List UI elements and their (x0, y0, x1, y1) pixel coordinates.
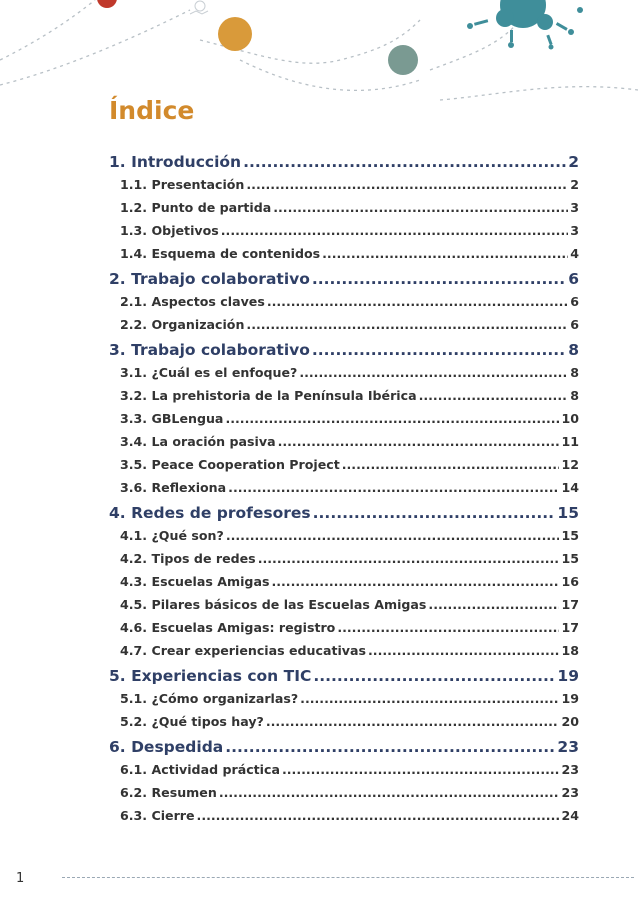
dot-leader (197, 804, 560, 827)
dot-leader (419, 384, 569, 407)
dot-leader (228, 476, 559, 499)
item-label: 3.1. ¿Cuál es el enfoque? (120, 365, 298, 380)
footer-dashed-line (62, 877, 634, 878)
item-label: 5.2. ¿Qué tipos hay? (120, 714, 264, 729)
ghost-drawing (190, 1, 208, 14)
section-page-number: 23 (557, 738, 579, 756)
dot-leader (273, 196, 568, 219)
item-page-number: 6 (570, 294, 579, 309)
orange-circle-shape (218, 17, 252, 51)
toc-item[interactable] (120, 616, 579, 639)
toc-section-entry[interactable] (109, 268, 579, 290)
toc-item[interactable] (120, 384, 579, 407)
section-label: 1. Introducción (109, 153, 242, 171)
dot-leader (266, 710, 560, 733)
dot-leader (243, 151, 566, 173)
toc-section-4 (109, 502, 579, 662)
item-label: 3.2. La prehistoria de la Península Ibérica (120, 388, 417, 403)
item-page-number: 12 (561, 457, 579, 472)
toc-section-3 (109, 339, 579, 499)
dot-leader (267, 290, 568, 313)
toc-item[interactable] (120, 524, 579, 547)
dot-leader (258, 547, 560, 570)
item-label: 5.1. ¿Cómo organizarlas? (120, 691, 299, 706)
toc-item[interactable] (120, 547, 579, 570)
item-page-number: 6 (570, 317, 579, 332)
item-label: 3.3. GBLengua (120, 411, 224, 426)
section-label: 2. Trabajo colaborativo (109, 270, 310, 288)
page-title: Índice (109, 96, 195, 125)
item-label: 4.7. Crear experiencias educativas (120, 643, 367, 658)
item-page-number: 2 (570, 177, 579, 192)
item-page-number: 18 (561, 643, 579, 658)
toc-item[interactable] (120, 476, 579, 499)
dot-leader (322, 242, 568, 265)
item-label: 3.4. La oración pasiva (120, 434, 276, 449)
toc-item[interactable] (120, 453, 579, 476)
dashed-curve-right (430, 20, 520, 70)
dot-leader (368, 639, 559, 662)
section-label: 4. Redes de profesores (109, 504, 311, 522)
gray-circle-shape (388, 45, 418, 75)
item-page-number: 3 (570, 200, 579, 215)
dashed-curve-left-2 (0, 10, 190, 85)
dot-leader (337, 616, 559, 639)
dot-leader (221, 219, 568, 242)
item-label: 4.6. Escuelas Amigas: registro (120, 620, 336, 635)
toc-section-entry[interactable] (109, 502, 579, 524)
red-dot-shape (97, 0, 117, 8)
toc-item[interactable] (120, 430, 579, 453)
section-label: 3. Trabajo colaborativo (109, 341, 310, 359)
toc-item[interactable] (120, 593, 579, 616)
item-page-number: 15 (561, 551, 579, 566)
dot-leader (246, 313, 568, 336)
item-page-number: 23 (561, 785, 579, 800)
item-page-number: 24 (561, 808, 579, 823)
dot-leader (246, 173, 568, 196)
toc-section-entry[interactable] (109, 736, 579, 758)
item-label: 3.6. Reflexiona (120, 480, 227, 495)
item-label: 2.1. Aspectos claves (120, 294, 265, 309)
section-page-number: 8 (568, 341, 579, 359)
toc-item[interactable] (120, 196, 579, 219)
dot-leader (312, 339, 566, 361)
item-label: 1.2. Punto de partida (120, 200, 272, 215)
item-label: 6.2. Resumen (120, 785, 217, 800)
dot-leader (271, 570, 559, 593)
toc-section-5 (109, 665, 579, 733)
item-page-number: 19 (561, 691, 579, 706)
item-label: 4.1. ¿Qué son? (120, 528, 224, 543)
item-label: 6.1. Actividad práctica (120, 762, 280, 777)
dashed-curve-right-2 (440, 87, 638, 100)
toc-section-entry[interactable] (109, 151, 579, 173)
item-page-number: 14 (561, 480, 579, 495)
toc-item[interactable] (120, 710, 579, 733)
toc-section-entry[interactable] (109, 339, 579, 361)
dot-leader (299, 361, 568, 384)
item-page-number: 20 (561, 714, 579, 729)
toc-item[interactable] (120, 407, 579, 430)
toc-section-2 (109, 268, 579, 336)
header-decoration (0, 0, 638, 140)
dot-leader (225, 736, 555, 758)
item-page-number: 8 (570, 365, 579, 380)
item-page-number: 15 (561, 528, 579, 543)
toc-item[interactable] (120, 781, 579, 804)
item-page-number: 8 (570, 388, 579, 403)
toc-item[interactable] (120, 219, 579, 242)
toc-item[interactable] (120, 687, 579, 710)
item-page-number: 3 (570, 223, 579, 238)
item-label: 1.3. Objetivos (120, 223, 219, 238)
dot-leader (219, 781, 560, 804)
toc-item[interactable] (120, 313, 579, 336)
section-label: 6. Despedida (109, 738, 224, 756)
item-page-number: 23 (561, 762, 579, 777)
item-page-number: 17 (561, 597, 579, 612)
dot-leader (226, 524, 560, 547)
item-label: 1.1. Presentación (120, 177, 245, 192)
section-label: 5. Experiencias con TIC (109, 667, 312, 685)
toc-item[interactable] (120, 758, 579, 781)
dot-leader (312, 268, 566, 290)
page-number: 1 (16, 871, 25, 886)
item-label: 4.3. Escuelas Amigas (120, 574, 270, 589)
table-of-contents (109, 148, 579, 827)
toc-item[interactable] (120, 570, 579, 593)
item-page-number: 17 (561, 620, 579, 635)
item-label: 4.5. Pilares básicos de las Escuelas Amigas (120, 597, 427, 612)
item-label: 2.2. Organización (120, 317, 245, 332)
section-page-number: 15 (557, 504, 579, 522)
item-page-number: 4 (570, 246, 579, 261)
teal-splat-shape (467, 0, 583, 50)
dashed-curve-left (0, 0, 95, 60)
dot-leader (313, 665, 555, 687)
section-page-number: 6 (568, 270, 579, 288)
toc-section-1 (109, 151, 579, 265)
dot-leader (225, 407, 559, 430)
dot-leader (428, 593, 559, 616)
section-page-number: 19 (557, 667, 579, 685)
dot-leader (300, 687, 559, 710)
item-label: 4.2. Tipos de redes (120, 551, 256, 566)
item-page-number: 16 (561, 574, 579, 589)
toc-item[interactable] (120, 639, 579, 662)
toc-section-6 (109, 736, 579, 827)
toc-item[interactable] (120, 173, 579, 196)
item-label: 1.4. Esquema de contenidos (120, 246, 321, 261)
dot-leader (313, 502, 556, 524)
section-page-number: 2 (568, 153, 579, 171)
toc-item[interactable] (120, 804, 579, 827)
item-page-number: 11 (561, 434, 579, 449)
dot-leader (278, 430, 560, 453)
item-page-number: 10 (561, 411, 579, 426)
toc-section-entry[interactable] (109, 665, 579, 687)
toc-item[interactable] (120, 242, 579, 265)
item-label: 6.3. Cierre (120, 808, 195, 823)
item-label: 3.5. Peace Cooperation Project (120, 457, 340, 472)
toc-item[interactable] (120, 290, 579, 313)
dot-leader (282, 758, 560, 781)
toc-item[interactable] (120, 361, 579, 384)
dot-leader (342, 453, 560, 476)
